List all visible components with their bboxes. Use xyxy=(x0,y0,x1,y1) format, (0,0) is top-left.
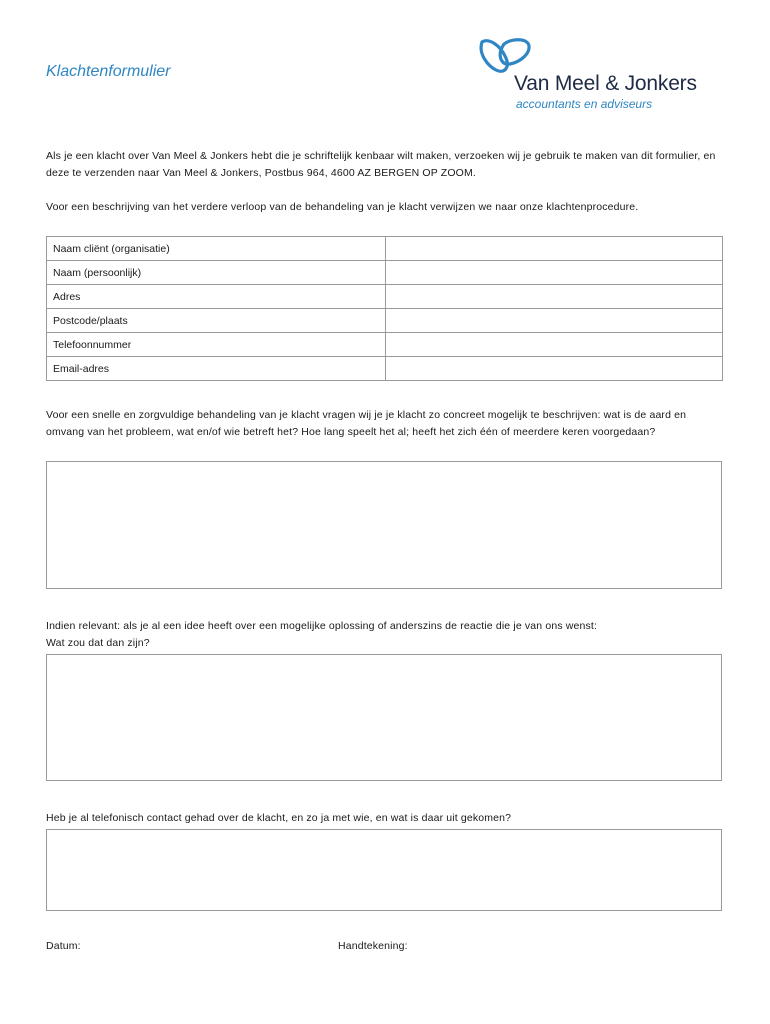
table-row xyxy=(47,261,723,285)
complaint-description-box[interactable] xyxy=(46,461,722,589)
company-logo xyxy=(476,36,736,116)
address-field[interactable] xyxy=(386,285,723,309)
client-name-label: Naam cliënt (organisatie) xyxy=(47,237,386,261)
address-label: Adres xyxy=(47,285,386,309)
solution-question-line1: Indien relevant: als je al een idee heeft over een mogelijke oplossing of anderszins de reactie die je van ons wenst: xyxy=(46,620,598,632)
solution-box[interactable] xyxy=(46,654,722,781)
personal-name-label: Naam (persoonlijk) xyxy=(47,261,386,285)
postcode-field[interactable] xyxy=(386,309,723,333)
table-row xyxy=(47,285,723,309)
table-row xyxy=(47,357,723,381)
table-row xyxy=(47,333,723,357)
client-info-table xyxy=(46,236,723,381)
email-field[interactable] xyxy=(386,357,723,381)
page-title: Klachtenformulier xyxy=(46,63,171,80)
logo-company-name: Van Meel & Jonkers xyxy=(514,72,697,95)
intro-paragraph: Als je een klacht over Van Meel & Jonkers hebt die je schriftelijk kenbaar wilt maken, verzoeken wij je gebruik te maken van dit formulier, en deze te verzenden naar Van Meel & Jonkers, Postbus 964, 4600 AZ BERGEN OP ZOOM. xyxy=(46,150,716,179)
table-row xyxy=(47,309,723,333)
client-name-field[interactable] xyxy=(386,237,723,261)
table-row xyxy=(47,237,723,261)
date-label: Datum: xyxy=(46,940,81,952)
phone-contact-box[interactable] xyxy=(46,829,722,911)
postcode-label: Postcode/plaats xyxy=(47,309,386,333)
phone-contact-question: Heb je al telefonisch contact gehad over de klacht, en zo ja met wie, en wat is daar uit gekomen? xyxy=(46,812,512,824)
email-label: Email-adres xyxy=(47,357,386,381)
phone-label: Telefoonnummer xyxy=(47,333,386,357)
logo-tagline: accountants en adviseurs xyxy=(516,97,653,111)
phone-field[interactable] xyxy=(386,333,723,357)
complaint-description-question: Voor een snelle en zorgvuldige behandeling van je klacht vragen wij je je klacht zo concreet mogelijk te beschrijven: wat is de aard en omvang van het probleem, wat en/of wie betreft het? Hoe lang speelt het al; heeft het zich één of meerdere keren voorgedaan? xyxy=(46,409,687,438)
signature-label: Handtekening: xyxy=(338,940,408,952)
procedure-paragraph: Voor een beschrijving van het verdere verloop van de behandeling van je klacht verwijzen we naar onze klachtenprocedure. xyxy=(46,201,639,213)
solution-question-line2: Wat zou dat dan zijn? xyxy=(46,637,150,649)
personal-name-field[interactable] xyxy=(386,261,723,285)
